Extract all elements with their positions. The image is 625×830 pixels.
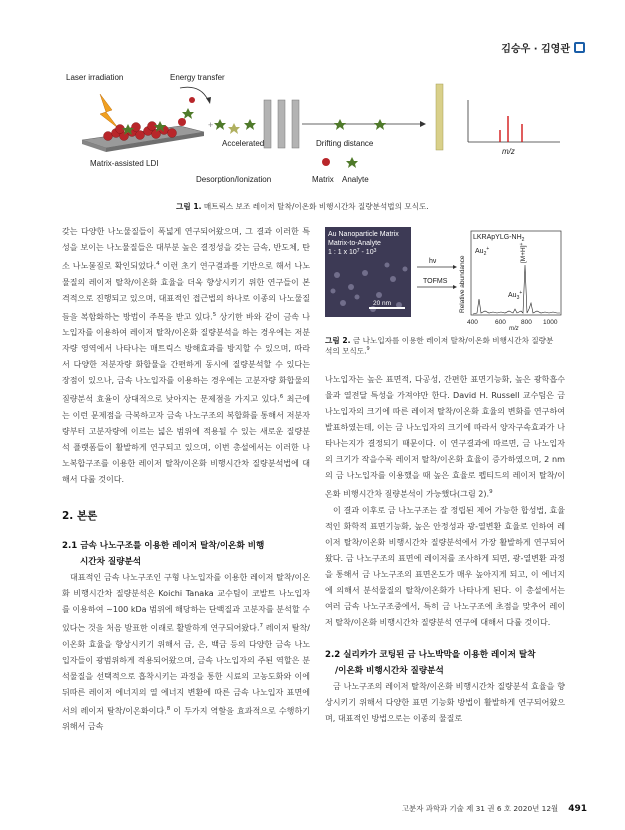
right-paragraph-1: 나노입자는 높은 표면적, 다공성, 간편한 표면기능화, 높은 광학흡수율과 열전달 특성을 가져야만 한다. David H. Russell 교수팀은 금 나노입자의 크기에 따른 레이저 탈착/이온화 효율의 변화를 연구하여 발표하였는데, 이는 금 나노입자의 크기에 따라서 양자구속효과가 나타나는지가 결정되기 때문이다. 이 연구결과에 따르면, 금 나노입자의 크기가 작을수록 레이저 탈착/이온화 효율이 증가하였으며, 2 nm의 금 나노입자를 이용했을 때 높은 효율로 펩티드의 레이저 탈착/이온화 비행시간차 질량분석이 가능했다(그림 2).$^9$ [325,375,565,499]
section-heading-main: 2. 본론 [62,510,98,523]
desorbed-analyte [182,108,194,119]
svg-text:+: + [208,120,214,130]
inset-line-3: 1 : 1 x $10^7 - 10^3$ [328,248,377,256]
figure-2-caption: 그림 2. 금 나노입자를 이용한 레이저 탈착/이온화 비행시간차 질량분석의 모식도.$^9$ [325,336,554,356]
spectrum-frame [471,231,561,315]
right-column [325,372,565,727]
figure-1-caption-text: 매트릭스 보조 레이저 탈착/이온화 비행시간차 질량분석법의 모식도. [203,202,429,211]
section-heading-2-1: 2.1 금속 나노구조를 이용한 레이저 탈착/이온화 비행 시간차 질량분석 [62,541,265,568]
label-mz: m/z [502,147,515,156]
hv-arrow-icon [453,265,457,269]
electrode-plate-2 [278,100,285,148]
drift-arrow-icon [420,121,426,127]
au2-label: $Au_2^+$ [475,246,490,257]
journal-name: 고분자 과학과 기술 제 31 권 6 호 2020년 12월 [401,804,559,813]
figure-1-diagram [60,66,570,196]
electrode-plate-1 [264,100,271,148]
figure-2-caption-number: 그림 2. [325,336,351,345]
spectrum-trace [473,265,560,314]
tick-400: 400 [467,319,478,326]
header-square-icon [574,42,585,53]
tofms-arrow-icon [453,285,457,289]
scale-label: 20 nm [373,300,392,307]
au3-label: $Au_3^+$ [508,290,523,301]
accelerated-analyte [214,119,226,130]
figure-2-diagram [325,225,565,335]
label-accelerated: Accelerated [222,139,265,148]
inset-line-1: Au Nanoparticle Matrix [328,231,399,238]
detector [436,84,443,150]
tick-800: 800 [521,319,532,326]
tick-1000: 1000 [543,319,558,326]
left-paragraph-2: 대표적인 금속 나노구조인 구형 나노입자를 이용한 레이저 탈착/이온화 비행시간차 질량분석은 Koichi Tanaka 교수팀이 코발트 나노입자를 이용하여 ~100 kDa 범위에 해당하는 단백질과 고분자를 분석할 수 있다는 것을 처음 발표한 이래로 활발하게 연구되어왔다.$^7$ 레이저 탈착/이온화 효율을 향상시키기 위해서 금, 은, 백금 등의 다양한 금속 나노입자들이 광범위하게 적용되어왔으며, 금속 나노입자의 주된 역할은 분석물질을 선택적으로 흡착시키는 과정을 통한 시료의 고농도화와 이에 뒤따른 레이저 에너지의 열 에너지 변환에 따른 금속 나노입자 표면에서의 레이저 탈착/이온화이다.$^8$ 이 두가지 역할을 효과적으로 수행하기 위해서 금속 [62,573,310,732]
page-number: 491 [568,803,587,814]
hv-label: hν [429,258,437,265]
figure-1-caption-number: 그림 1. [176,202,202,211]
ylabel: Relative abundance [459,255,466,313]
legend-matrix-icon [322,158,330,166]
mh-label: [M+H]+ [519,242,527,263]
label-energy: Energy transfer [170,73,225,82]
tick-600: 600 [495,319,506,326]
left-paragraph-1: 갖는 다양한 나노물질들이 폭넓게 연구되어왔으며, 그 결과 이러한 특성을 보이는 나노물질들은 대부분 높은 결정성을 갖는 금속, 반도체, 탄소 나노물질로 확인되었다.$^4$ 이런 초기 연구결과를 기반으로 해서 나노물질의 레이저 탈착/이온화 효율을 더욱 향상시키기 위한 연구들이 본격적으로 진행되고 있으며, 대표적인 접근법의 하나로 이종의 나노물질들을 복합화하는 방법이 주목을 받고 있다.$^5$ 상기한 바와 같이 금속 나노입자를 이용하여 레이저 탈착/이온화 질량분석을 하는 경우에는 저분자량 영역에서 나타나는 매트릭스 방해효과를 방지할 수 있으며, 따라서 다양한 저분자량 화합물을 간편하게 동시에 질량분석할 수 있다는 장점이 있으나, 금속 나노입자를 이용하는 경우에는 고분자량 화합물의 질량분석 효율이 상대적으로 낮아지는 문제점을 가지고 있다.$^6$ 최근에는 이런 문제점을 극복하고자 금속 나노구조의 복합화를 통해서 저분자량부터 고분자량에 이르는 넓은 범위에 적용될 수 있는 새로운 질량분석 플랫폼들이 활발하게 연구되고 있으며, 이번 총설에서는 이러한 나노복합구조를 이용한 레이저 탈착/이온화 비행시간차 질량분석법에 대해서 다룰 것이다. [62,227,310,485]
mass-spectrum-icon [468,100,560,142]
running-header [501,40,585,55]
figure-2-caption-text: 금 나노입자를 이용한 레이저 탈착/이온화 비행시간차 질량분석의 모식도. [325,336,554,356]
page-footer [402,803,587,814]
right-paragraph-3: 금 나노구조의 레이저 탈착/이온화 비행시간차 질량분석 효율을 향상시키기 위해서 다양한 표면 기능화 방법이 활발하게 연구되어왔으며, 대표적인 방법으로는 이종의 물질로 [325,681,565,723]
label-desorption: Desorption/Ionization [196,175,272,184]
electrode-plate-3 [292,100,299,148]
scale-bar [369,307,405,309]
label-matrix-ldi: Matrix-assisted LDI [90,159,159,168]
tofms-label: TOFMS [423,278,448,285]
label-drifting: Drifting distance [316,139,374,148]
inset-line-2: Matrix-to-Analyte [328,240,381,247]
right-paragraph-2: 이 결과 이후로 금 나노구조는 잘 정립된 제어 가능한 합성법, 효율적인 화학적 표면기능화, 높은 안정성과 광-열변환 효율로 인하여 레이저 탈착/이온화 비행시간차 질량분석에서 가장 활발하게 연구되어왔다. 금 나노구조의 표면에 레이저를 조사하게 되면, 광-열변환 과정을 통해서 금 나노구조의 표면온도가 매우 높아지게 되고, 이 에너지에 의해서 분석물질의 탈착/이온화가 나타나게 된다. 이 총설에서는 여러 금속 나노구조중에서, 특히 금 나노구조에 초점을 맞추어 레이저 탈착/이온화 비행시간차 질량분석 연구에 대해서 다룰 것이다. [325,505,565,627]
legend-matrix-label: Matrix [312,175,334,184]
legend-analyte-icon [346,157,358,168]
figure-1-caption [176,202,429,212]
label-laser: Laser irradiation [66,73,124,82]
laser-bolt-icon [100,94,118,128]
legend-analyte-label: Analyte [342,175,369,184]
peptide-label: LKRApYLG-$NH_2$ [473,234,525,243]
xlabel: m/z [509,326,519,332]
section-heading-2-2: 2.2 실리카가 코팅된 금 나노박막을 이용한 레이저 탈착 /이온화 비행시간차 질량분석 [325,649,536,676]
authors: 김승우 · 김영관 [501,44,570,55]
left-column [62,224,310,735]
